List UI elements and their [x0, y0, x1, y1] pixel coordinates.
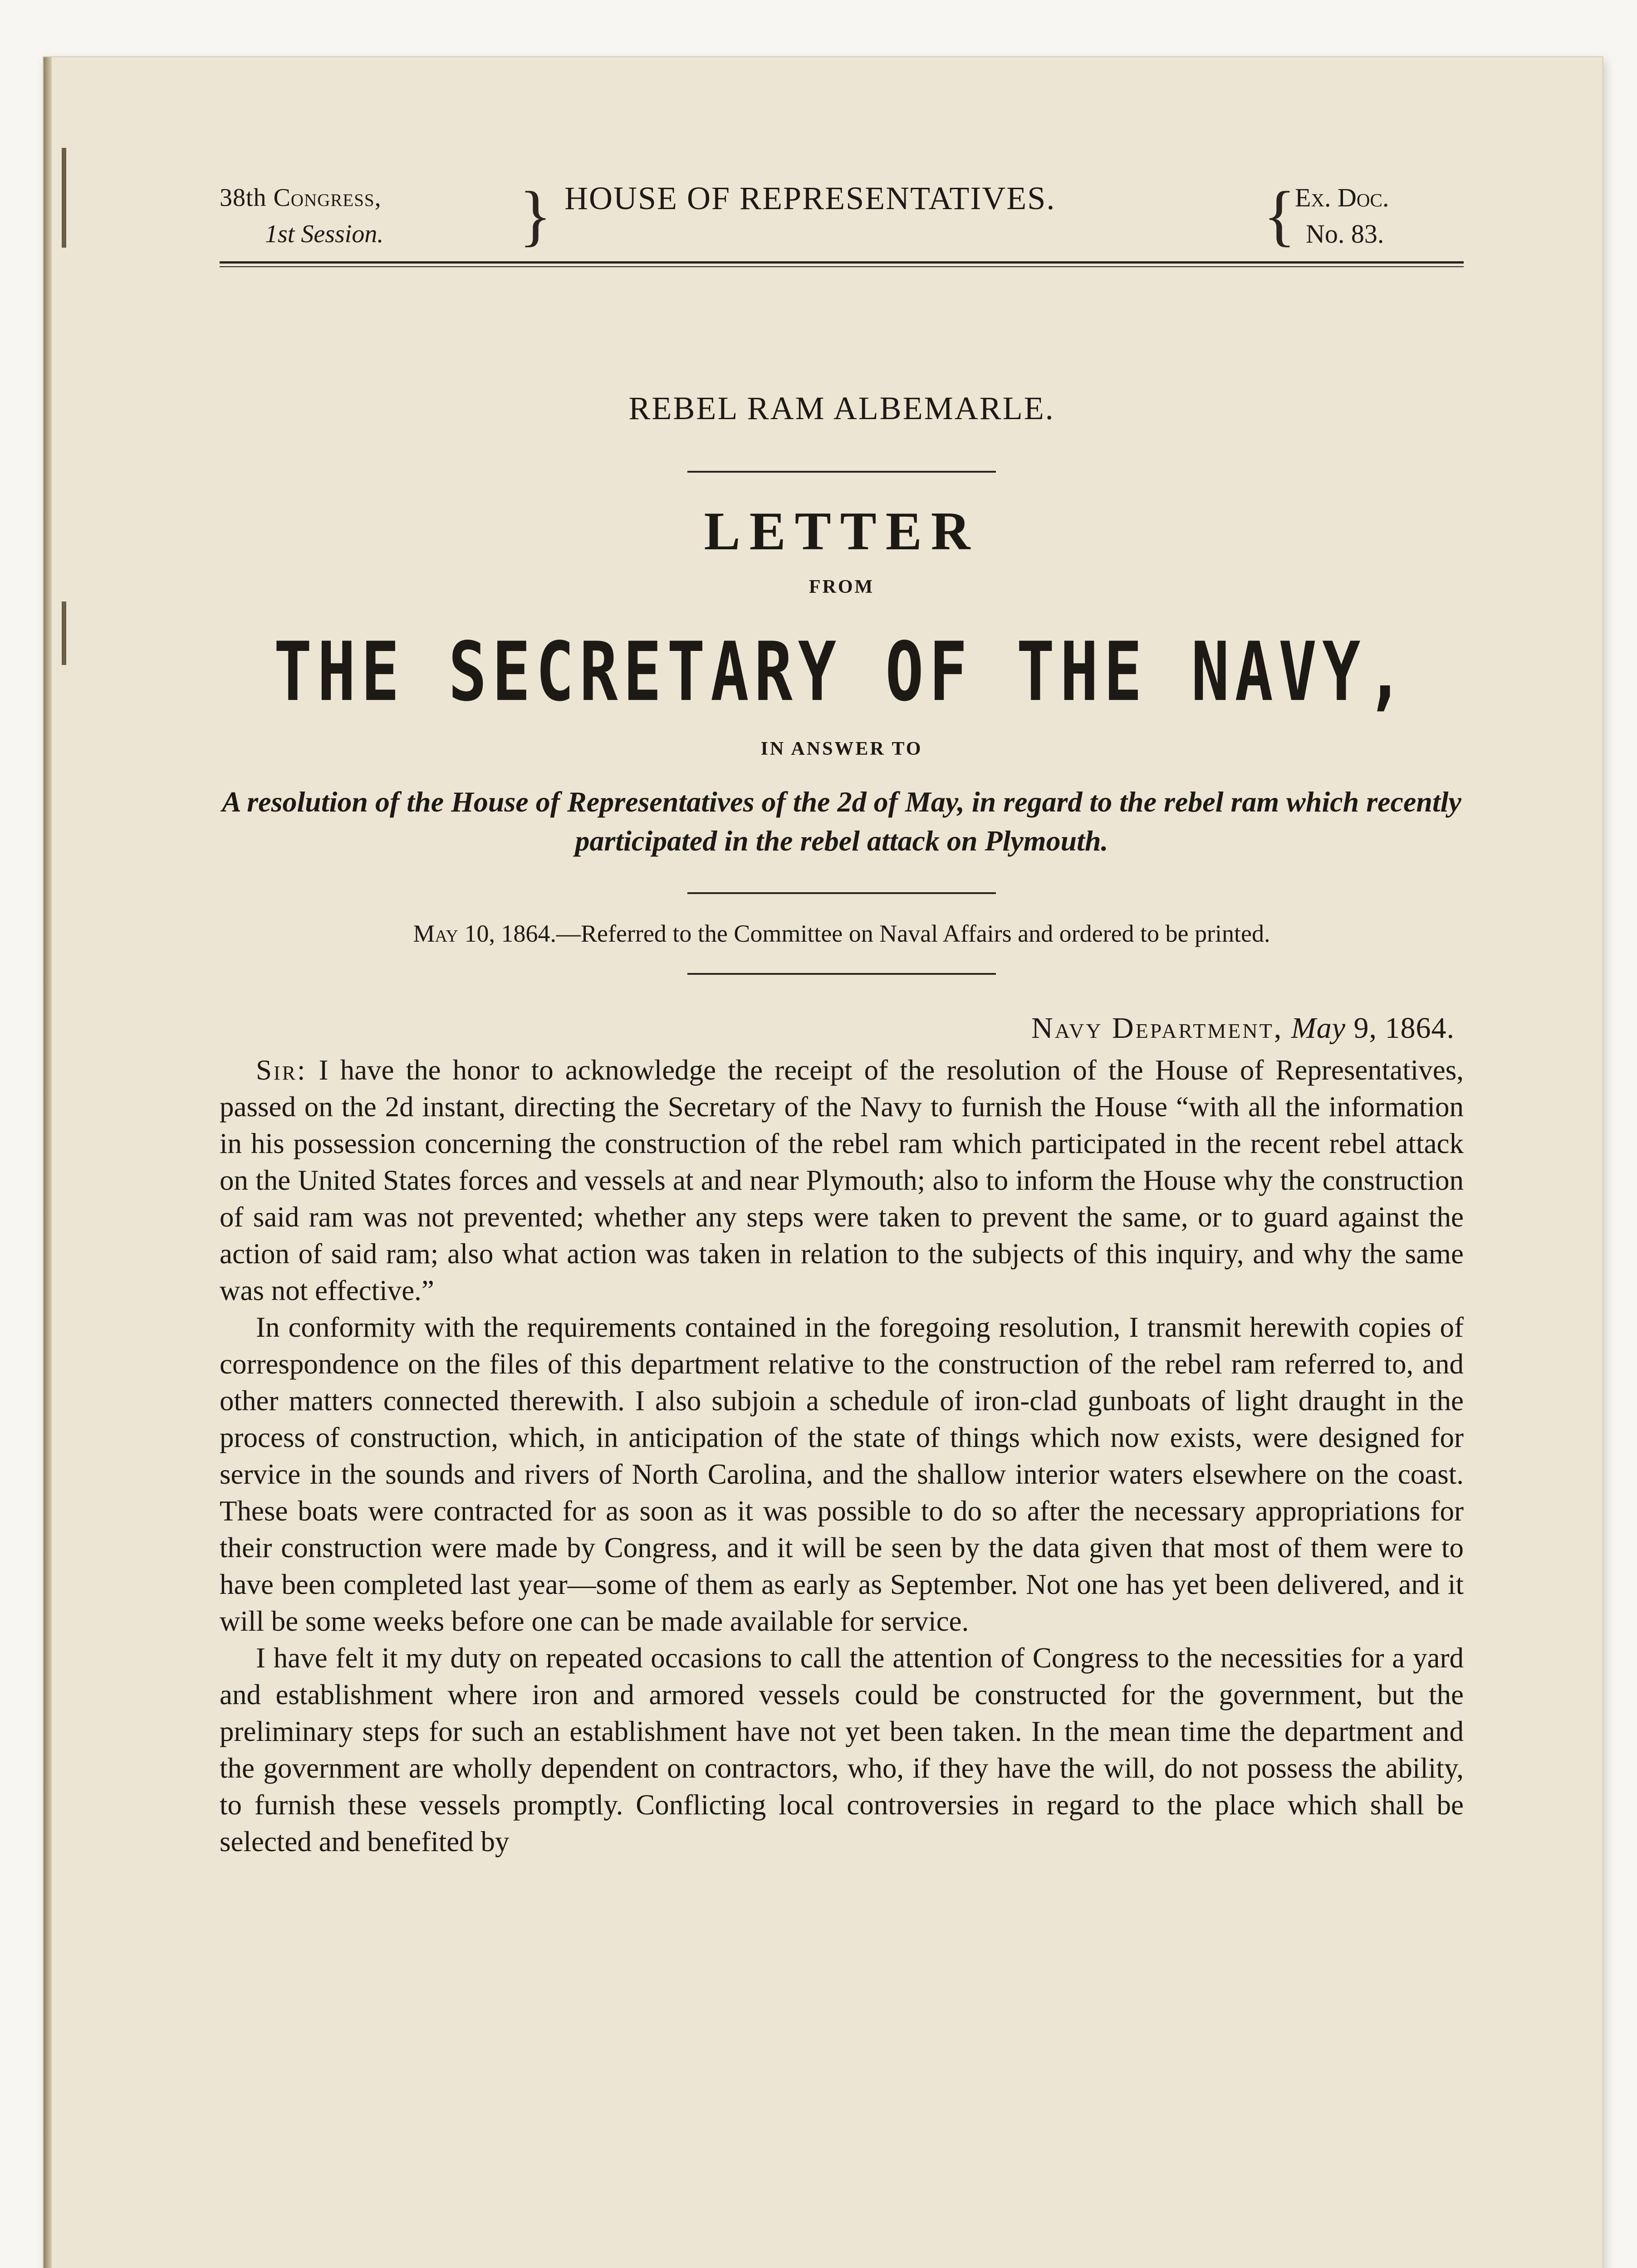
doc-number: No. 83. [1306, 219, 1384, 249]
right-brace: { [1263, 178, 1296, 253]
date-rest: 9, 1864. [1353, 1012, 1455, 1045]
subject-title: REBEL RAM ALBEMARLE. [628, 390, 1055, 426]
doc-number-info [1295, 180, 1464, 252]
date-month: May [1291, 1012, 1346, 1045]
left-brace: } [519, 178, 552, 253]
document-header [220, 180, 1464, 261]
dateline [220, 1011, 1464, 1046]
department-name: Navy Department, [1031, 1012, 1284, 1045]
salutation: Sir: [256, 1054, 307, 1086]
paragraph-3: I have felt it my duty on repeated occasions to call the attention of Congress to the necessities for a yard and establishment where iron and armored vessels could be constructed for the government, but the preliminary steps for such an establishment have not yet been taken. In the mean time the department and the government are wholly dependent on contractors, who, if they have the will, do not possess the ability, to furnish these vessels promptly. Conflicting local controversies in regard to the place which shall be selected and benefited by [220, 1642, 1464, 1857]
referral-date: May 10, 1864. [413, 920, 556, 947]
letter-body [220, 1052, 1464, 1860]
congress-label: Congress, [273, 184, 382, 212]
in-answer-label: IN ANSWER TO [760, 738, 923, 759]
binding-mark [62, 148, 66, 248]
document-page [44, 57, 1603, 2268]
paragraph-2: In conformity with the requirements contained in the foregoing resolution, I transmit herewith copies of correspondence on the files of this department relative to the construction of the rebel ram referred to, and other matters connected therewith. I also subjoin a schedule of iron-clad gunboats of light draught in the process of construction, which, in anticipation of the state of things which now exists, were designed for service in the sounds and rivers of North Carolina, and the shallow interior waters elsewhere on the coast. These boats were contracted for as soon as it was possible to do so after the necessary appropriations for their construction were made by Congress, and it will be seen by the data given that most of them were to have been completed last year—some of them as early as September. Not one has yet been delivered, and it will be some weeks before one can be made available for service. [220, 1311, 1464, 1637]
secretary-heading: THE SECRETARY OF THE NAVY, [274, 625, 1410, 720]
resolution-text: A resolution of the House of Representatives of the 2d of May, in regard to the rebel ram which recently participated in the rebel attack on Plymouth. [222, 786, 1461, 857]
divider [687, 471, 996, 473]
from-label: FROM [809, 577, 875, 597]
paragraph-1-text: I have the honor to acknowledge the receipt of the resolution of the House of Representatives, passed on the 2d instant, directing the Secretary of the Navy to furnish the House “with all the information in his possession concerning the construction of the rebel ram which participated in the recent rebel attack on the United States forces and vessels at and near Plymouth; also to inform the House why the construction of said ram was not prevented; whether any steps were taken to prevent the same, or to guard against the action of said ram; also what action was taken in relation to the subjects of this inquiry, and why the same was not effective.” [220, 1054, 1464, 1306]
paragraph-1 [220, 1052, 1464, 1309]
divider [687, 892, 996, 894]
session-label: 1st Session. [265, 220, 384, 248]
divider [687, 973, 996, 975]
congress-number: 38th [220, 184, 267, 212]
house-heading: HOUSE OF REPRESENTATIVES. [564, 180, 1056, 216]
referral-text: —Referred to the Committee on Naval Affairs and ordered to be printed. [556, 920, 1270, 947]
referral-note [220, 919, 1464, 948]
header-rule [220, 261, 1464, 267]
page-content [220, 180, 1464, 1860]
letter-heading: LETTER [704, 501, 980, 561]
binding-mark [62, 601, 66, 665]
session-info [220, 180, 510, 252]
doc-label: Ex. Doc. [1295, 183, 1389, 212]
